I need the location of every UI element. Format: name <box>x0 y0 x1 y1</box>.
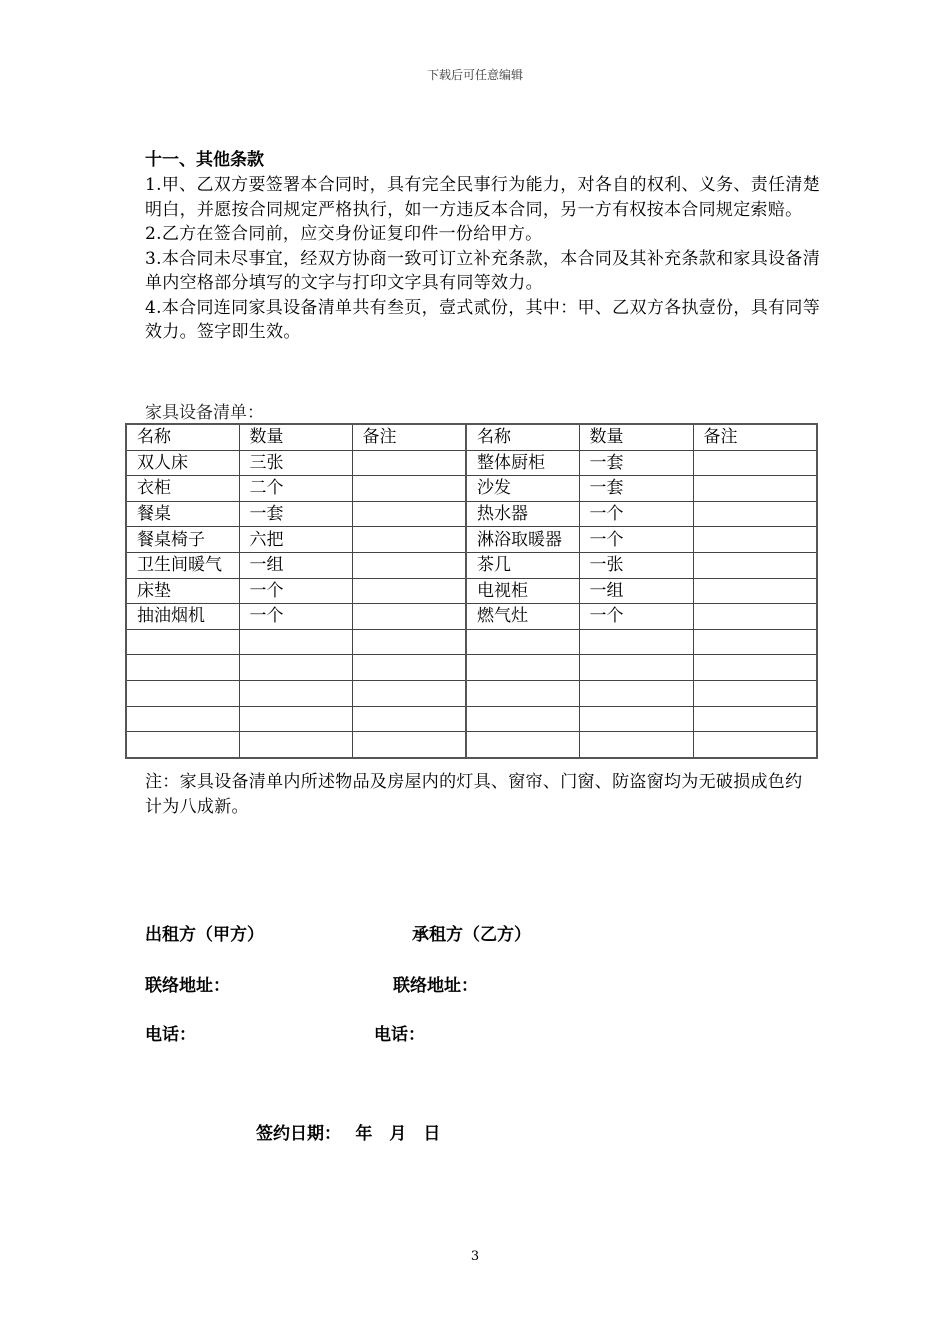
section-title: 十一、其他条款 <box>145 150 264 170</box>
left-remark-cell <box>352 527 466 553</box>
left-name-cell <box>126 629 239 655</box>
clause-2: 2.乙方在签合同前，应交身份证复印件一份给甲方。 <box>145 224 543 244</box>
table-row <box>126 604 817 630</box>
furniture-list-title: 家具设备清单： <box>145 403 264 423</box>
left-quantity-cell <box>239 680 352 706</box>
right-remark-cell <box>693 629 817 655</box>
left-name-cell: 双人床 <box>126 450 239 476</box>
right-quantity-cell: 一个 <box>579 501 693 527</box>
left-name-cell <box>126 655 239 681</box>
right-quantity-cell <box>579 629 693 655</box>
left-name-cell: 餐桌 <box>126 501 239 527</box>
left-name-cell <box>126 732 239 758</box>
table-header-row <box>126 424 817 450</box>
right-name-cell: 整体厨柜 <box>466 450 579 476</box>
right-quantity-cell: 一组 <box>579 578 693 604</box>
left-quantity-cell: 一个 <box>239 604 352 630</box>
table-row <box>126 578 817 604</box>
left-name-cell: 衣柜 <box>126 476 239 502</box>
left-remark-cell <box>352 732 466 758</box>
furniture-note: 注：家具设备清单内所述物品及房屋内的灯具、窗帘、门窗、防盗窗均为无破损成色约计为八成新。 <box>145 772 803 817</box>
right-remark-cell <box>693 604 817 630</box>
left-quantity-cell <box>239 706 352 732</box>
left-remark-cell <box>352 655 466 681</box>
left-remark-cell <box>352 476 466 502</box>
left-quantity-cell: 一套 <box>239 501 352 527</box>
furniture-table <box>125 423 818 759</box>
clause-1: 1.甲、乙双方要签署本合同时，具有完全民事行为能力，对各自的权利、义务、责任清楚明白，并愿按合同规定严格执行，如一方违反本合同，另一方有权按本合同规定索赔。 <box>145 175 820 220</box>
right-quantity-cell: 一个 <box>579 604 693 630</box>
left-quantity-cell <box>239 629 352 655</box>
right-name-cell <box>466 680 579 706</box>
right-name-cell <box>466 732 579 758</box>
right-remark-cell <box>693 501 817 527</box>
table-row <box>126 706 817 732</box>
table-row <box>126 655 817 681</box>
clause-3: 3.本合同未尽事宜，经双方协商一致可订立补充条款，本合同及其补充条款和家具设备清单内空格部分填写的文字与打印文字具有同等效力。 <box>145 248 820 293</box>
lessor-phone-label: 电话： <box>145 1025 196 1045</box>
left-remark-cell <box>352 450 466 476</box>
right-name-cell: 燃气灶 <box>466 604 579 630</box>
right-quantity-cell: 数量 <box>579 424 693 450</box>
right-name-cell <box>466 706 579 732</box>
left-quantity-cell: 二个 <box>239 476 352 502</box>
right-remark-cell <box>693 527 817 553</box>
right-remark-cell <box>693 732 817 758</box>
right-remark-cell <box>693 552 817 578</box>
left-name-cell: 抽油烟机 <box>126 604 239 630</box>
table-row <box>126 552 817 578</box>
left-name-cell: 名称 <box>126 424 239 450</box>
left-remark-cell <box>352 578 466 604</box>
page-number: 3 <box>470 1249 480 1264</box>
table-row <box>126 680 817 706</box>
left-remark-cell <box>352 501 466 527</box>
left-name-cell <box>126 706 239 732</box>
left-remark-cell <box>352 706 466 732</box>
left-quantity-cell <box>239 732 352 758</box>
left-remark-cell <box>352 680 466 706</box>
left-name-cell: 床垫 <box>126 578 239 604</box>
right-name-cell: 沙发 <box>466 476 579 502</box>
right-quantity-cell <box>579 706 693 732</box>
left-quantity-cell: 一组 <box>239 552 352 578</box>
right-quantity-cell: 一张 <box>579 552 693 578</box>
left-quantity-cell: 数量 <box>239 424 352 450</box>
right-name-cell <box>466 655 579 681</box>
right-name-cell: 名称 <box>466 424 579 450</box>
clause-4: 4.本合同连同家具设备清单共有叁页，壹式贰份，其中：甲、乙双方各执壹份，具有同等效力。签字即生效。 <box>145 297 820 342</box>
right-quantity-cell: 一套 <box>579 450 693 476</box>
right-remark-cell <box>693 450 817 476</box>
lessee-label: 承租方（乙方） <box>412 925 531 945</box>
left-name-cell: 卫生间暖气 <box>126 552 239 578</box>
left-quantity-cell: 三张 <box>239 450 352 476</box>
left-quantity-cell: 一个 <box>239 578 352 604</box>
right-remark-cell <box>693 578 817 604</box>
table-row <box>126 732 817 758</box>
right-quantity-cell <box>579 680 693 706</box>
signing-date: 签约日期： 年 月 日 <box>256 1124 441 1144</box>
lessee-address-label: 联络地址： <box>393 976 478 996</box>
left-quantity-cell: 六把 <box>239 527 352 553</box>
right-name-cell: 茶几 <box>466 552 579 578</box>
right-quantity-cell: 一套 <box>579 476 693 502</box>
left-remark-cell <box>352 604 466 630</box>
table-row <box>126 527 817 553</box>
right-name-cell: 电视柜 <box>466 578 579 604</box>
other-terms-section <box>145 148 820 345</box>
right-remark-cell <box>693 476 817 502</box>
right-quantity-cell: 一个 <box>579 527 693 553</box>
right-name-cell: 淋浴取暖器 <box>466 527 579 553</box>
right-quantity-cell <box>579 732 693 758</box>
left-remark-cell <box>352 629 466 655</box>
right-remark-cell <box>693 706 817 732</box>
left-name-cell <box>126 680 239 706</box>
right-remark-cell <box>693 655 817 681</box>
right-remark-cell <box>693 680 817 706</box>
right-name-cell <box>466 629 579 655</box>
table-row <box>126 450 817 476</box>
table-row <box>126 476 817 502</box>
table-row <box>126 501 817 527</box>
left-quantity-cell <box>239 655 352 681</box>
left-name-cell: 餐桌椅子 <box>126 527 239 553</box>
right-name-cell: 热水器 <box>466 501 579 527</box>
lessee-phone-label: 电话： <box>374 1025 425 1045</box>
lessor-label: 出租方（甲方） <box>145 925 264 945</box>
right-quantity-cell <box>579 655 693 681</box>
left-remark-cell: 备注 <box>352 424 466 450</box>
left-remark-cell <box>352 552 466 578</box>
lessor-address-label: 联络地址： <box>145 976 230 996</box>
right-remark-cell: 备注 <box>693 424 817 450</box>
table-row <box>126 629 817 655</box>
header-note: 下载后可任意编辑 <box>426 68 523 82</box>
